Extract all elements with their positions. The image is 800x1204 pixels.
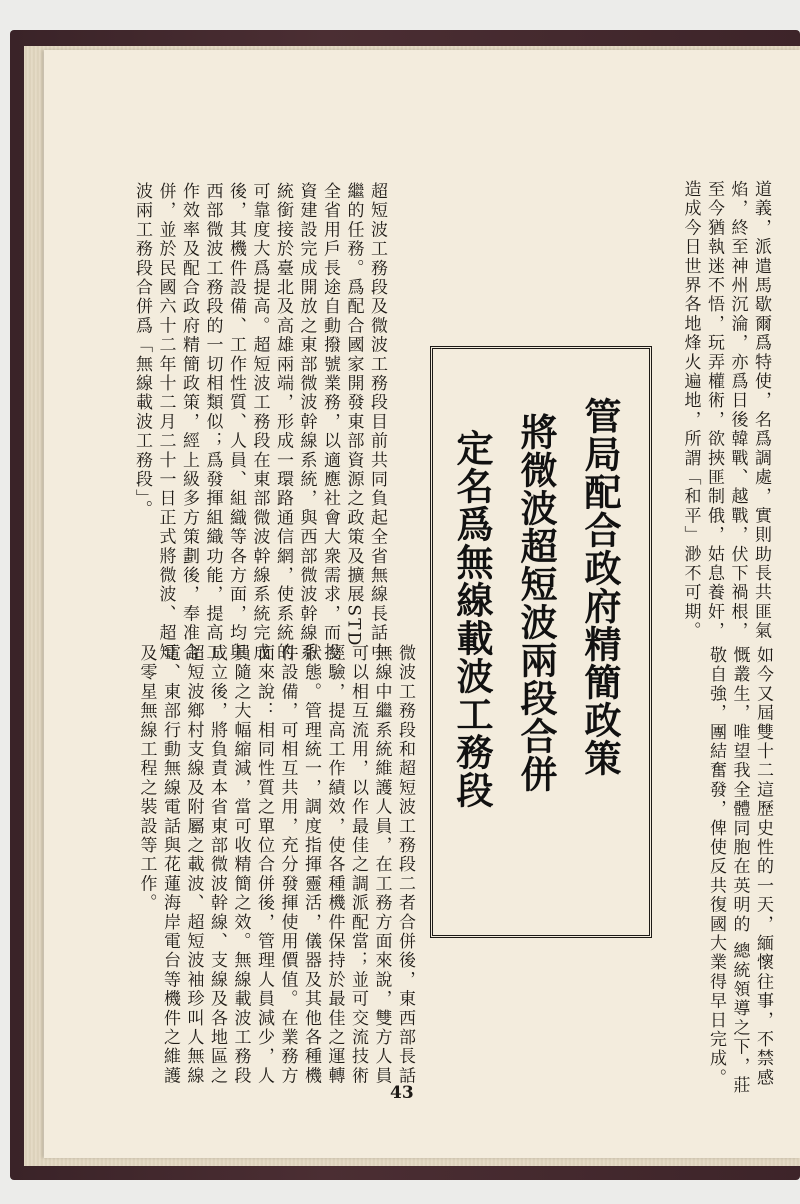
book-page [44,50,800,1158]
article-column-top-left: 超短波工務段及微波工務段目前共同負起全省無線長話中繼的任務。爲配合國家開發東部資源之政策及擴展STD全省用戶長途自動撥號業務，以適應社會大衆需求，而投資建設完成開放之東部微波幹線系統，與西部微波幹線系統銜接於臺北及高雄兩端，形成一環路通信網，使系統的可靠度大爲提高。超短波工務段在東部微波幹線系統完成後，其機件設備、工作性質、人員、組織等各方面，均與西部微波工務段的一切相類似；爲發揮組織功能，提高工作效率及配合政府精簡政策，經上級多方策劃後，奉准合併，並於民國六十二年十二月二十一日正式將微波、超短波兩工務段合併爲「無線載波工務段」。 [132,182,387,662]
page-number: 43 [390,1083,414,1103]
headline-line-3: 定名爲無線載波工務段 [450,429,494,809]
headline-line-2: 將微波超短波兩段合併 [514,413,558,793]
headline-line-1: 管局配合政府精簡政策 [578,397,622,777]
article-column-bottom-left: 微波工務段和超短波工務段二者合併後，東西部長話無線中繼系統維護人員，在工務方面來說，雙方人員可以相互流用，以作最佳之調派配當；並可交流技術經驗，提高工作績效，使各種機件保持於最佳之運轉狀態。管理統一，調度指揮靈活，儀器及其他各種機件設備，可相互共用，充分發揮使用價值。在業務方面來說：相同性質之單位合併後，管理人員減少，人員隨之大幅縮減，當可收精簡之效。無線載波工務段成立後，將負責本省東部微波幹線、支線及各地區之超短波鄉村支線及附屬之載波、超短波袖珍叫人無線電、東部行動無線電話與花蓮海岸電台等機件之維護及零星無線工程之裝設等工作。 [136,644,415,1086]
article-column-top-right: 道義，派遣馬歇爾爲特使，名爲調處，實則助長共匪氣焰，終至神州沉淪，亦爲日後韓戰、越戰，伏下禍根，至今猶執迷不悟，玩弄權術，欲挾匪制俄，姑息養奸，造成今日世界各地烽火遍地，所謂「和平」渺不可期。 [680,180,771,641]
article-column-bottom-right: 如今又屆雙十二這歷史性的一天，緬懷往事，不禁感慨叢生，唯望我全體同胞在英明的 總統領導之下，莊敬自強，團結奮發，俾使反共復國大業得早日完成。 [706,646,773,1096]
headline-box [430,346,652,938]
